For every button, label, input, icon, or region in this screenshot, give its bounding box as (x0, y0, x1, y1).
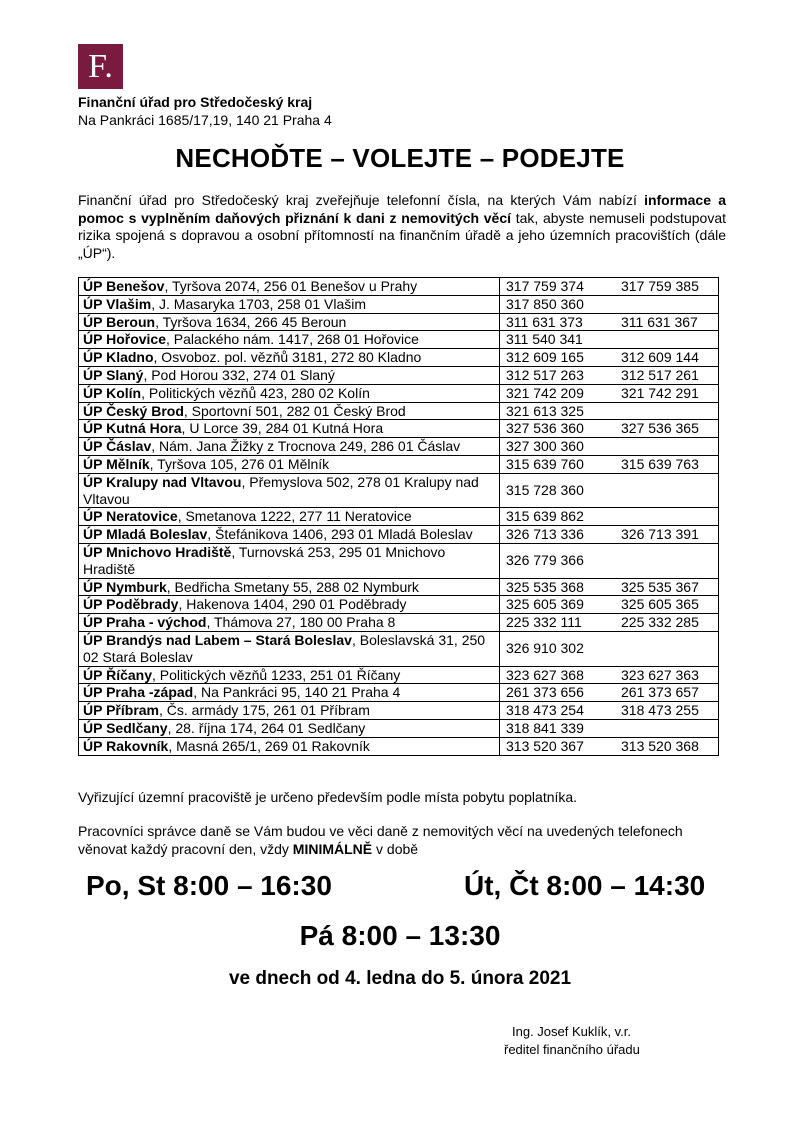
office-name-label: ÚP Kolín (83, 384, 142, 401)
office-cell (79, 438, 500, 456)
phone-2-cell: 327 536 365 (615, 420, 719, 438)
table-row (79, 578, 719, 596)
office-address-label: , Boleslavská 31, 250 02 Stará Boleslav (83, 631, 486, 665)
phone-1-cell: 261 373 656 (500, 684, 616, 702)
page-headline: NECHOĎTE – VOLEJTE – PODEJTE (175, 143, 625, 173)
phone-1-cell: 325 605 369 (500, 596, 616, 614)
period-dates: ve dnech od 4. ledna do 5. února 2021 (228, 968, 572, 989)
hours-tue-thu: Út, Čt 8:00 – 14:30 (464, 870, 706, 901)
intro-text-2: tak, abyste nemuseli podstupovat rizika spojená s dopravou a osobní přítomností na finančním úřadě a jeho územních pracovištích (dále „ÚP“). (78, 209, 726, 261)
phone-1-cell: 318 841 339 (500, 719, 616, 737)
office-cell (79, 508, 500, 526)
office-cell (79, 402, 500, 420)
office-cell (79, 719, 500, 737)
hours-note-text-1: Pracovníci správce daně se Vám budou ve věci daně z nemovitých věcí na uvedených telefonech věnovat každý pracovní den, vždy (78, 823, 683, 857)
phone-2-cell: 323 627 363 (615, 666, 719, 684)
office-address-label: , Smetanova 1222, 277 11 Neratovice (177, 508, 412, 525)
office-name-label: ÚP Čáslav (83, 438, 152, 455)
table-row (79, 349, 719, 367)
office-name-label: ÚP Vlašim (83, 295, 152, 312)
phone-2-cell: 325 605 365 (615, 596, 719, 614)
office-address-label: , Politických vězňů 1233, 251 01 Říčany (152, 666, 401, 683)
office-address-label: , Nám. Jana Žižky z Trocnova 249, 286 01 Čáslav (151, 438, 461, 455)
table-row (79, 402, 719, 420)
office-address-label: , J. Masaryka 1703, 258 01 Vlašim (151, 295, 367, 312)
logo-letter: F. (88, 47, 113, 85)
office-name-label: ÚP Brandýs nad Labem – Stará Boleslav (83, 631, 352, 648)
office-name: Finanční úřad pro Středočeský kraj (78, 94, 313, 110)
table-row (79, 508, 719, 526)
phone-2-cell (615, 719, 719, 737)
office-name-label: ÚP Praha -západ (83, 684, 194, 701)
office-cell (79, 578, 500, 596)
office-name-label: ÚP Kladno (83, 349, 154, 366)
office-cell (79, 737, 500, 755)
office-name-label: ÚP Beroun (83, 313, 156, 330)
phone-2-cell: 261 373 657 (615, 684, 719, 702)
phone-2-cell (615, 543, 719, 578)
table-row (79, 313, 719, 331)
office-address-label: , U Lorce 39, 284 01 Kutná Hora (181, 420, 384, 437)
office-name-label: ÚP Příbram (83, 702, 159, 719)
phone-1-cell: 312 517 263 (500, 366, 616, 384)
office-name-label: ÚP Mělník (83, 455, 150, 472)
hours-fri: Pá 8:00 – 13:30 (299, 920, 501, 951)
office-name-label: ÚP Mladá Boleslav (83, 526, 208, 543)
phone-1-cell: 321 742 209 (500, 384, 616, 402)
phone-1-cell: 317 850 360 (500, 295, 616, 313)
office-address-label: , Pod Horou 332, 274 01 Slaný (143, 366, 335, 383)
office-name-label: ÚP Sedlčany (83, 719, 168, 736)
phone-2-cell: 312 517 261 (615, 366, 719, 384)
phone-2-cell (615, 295, 719, 313)
phone-2-cell: 321 742 291 (615, 384, 719, 402)
phone-1-cell: 225 332 111 (500, 614, 616, 632)
office-address-label: , Politických vězňů 423, 280 02 Kolín (141, 384, 370, 401)
table-row (79, 543, 719, 578)
signer-name: Ing. Josef Kuklík, v.r. (512, 1024, 631, 1039)
phone-2-cell: 317 759 385 (615, 278, 719, 296)
phone-2-cell (615, 473, 719, 508)
table-row (79, 596, 719, 614)
phone-2-cell (615, 402, 719, 420)
phone-2-cell: 315 639 763 (615, 455, 719, 473)
table-row (79, 473, 719, 508)
office-address-label: , Masná 265/1, 269 01 Rakovník (168, 737, 370, 754)
table-row (79, 666, 719, 684)
office-name-label: ÚP Nymburk (83, 578, 167, 595)
office-cell (79, 526, 500, 544)
phone-1-cell: 325 535 368 (500, 578, 616, 596)
office-cell (79, 331, 500, 349)
phone-1-cell: 311 540 341 (500, 331, 616, 349)
office-name-label: ÚP Kralupy nad Vltavou (83, 473, 242, 490)
office-address-label: , Thámova 27, 180 00 Praha 8 (206, 614, 396, 631)
table-row (79, 438, 719, 456)
office-address-label: , Turnovská 253, 295 01 Mnichovo Hradiště (83, 543, 446, 577)
office-cell (79, 473, 500, 508)
office-cell (79, 384, 500, 402)
table-row (79, 737, 719, 755)
table-row (79, 614, 719, 632)
phone-1-cell: 327 536 360 (500, 420, 616, 438)
table-row (79, 384, 719, 402)
phone-1-cell: 326 713 336 (500, 526, 616, 544)
phone-2-cell: 325 535 367 (615, 578, 719, 596)
phone-2-cell: 313 520 368 (615, 737, 719, 755)
jurisdiction-note: Vyřizující územní pracoviště je určeno především podle místa pobytu poplatníka. (78, 789, 578, 805)
table-row (79, 278, 719, 296)
phone-2-cell (615, 631, 719, 666)
office-cell (79, 313, 500, 331)
phone-1-cell: 317 759 374 (500, 278, 616, 296)
table-row (79, 455, 719, 473)
hours-mon-wed: Po, St 8:00 – 16:30 (86, 870, 332, 901)
office-address-label: , Osvoboz. pol. vězňů 3181, 272 80 Kladno (153, 349, 422, 366)
office-name-label: ÚP Rakovník (83, 737, 169, 754)
phone-2-cell (615, 331, 719, 349)
phone-2-cell: 311 631 367 (615, 313, 719, 331)
phone-2-cell (615, 508, 719, 526)
hours-note-bold: MINIMÁLNĚ (292, 840, 373, 857)
intro-text-bold: informace a pomoc s vyplněním daňových přiznání k dani z nemovitých věcí (78, 192, 726, 226)
office-name-label: ÚP Slaný (83, 366, 144, 383)
office-address-label: , 28. října 174, 264 01 Sedlčany (167, 719, 366, 736)
table-row (79, 631, 719, 666)
phone-1-cell: 311 631 373 (500, 313, 616, 331)
office-address-label: , Bedřicha Smetany 55, 288 02 Nymburk (166, 578, 419, 595)
office-cell (79, 349, 500, 367)
office-address-label: , Tyršova 105, 276 01 Mělník (149, 455, 330, 472)
office-name-label: ÚP Český Brod (83, 402, 184, 419)
office-cell (79, 420, 500, 438)
phone-2-cell: 312 609 144 (615, 349, 719, 367)
office-address-label: , Čs. armády 175, 261 01 Příbram (159, 702, 370, 719)
office-name-label: ÚP Praha - východ (83, 614, 207, 631)
phone-2-cell (615, 438, 719, 456)
offices-table (78, 277, 719, 756)
office-cell (79, 543, 500, 578)
office-address-label: , Na Pankráci 95, 140 21 Praha 4 (193, 684, 401, 701)
table-row (79, 420, 719, 438)
table-row (79, 702, 719, 720)
phone-1-cell: 315 728 360 (500, 473, 616, 508)
office-name-label: ÚP Mnichovo Hradiště (83, 543, 232, 560)
office-address: Na Pankráci 1685/17,19, 140 21 Praha 4 (78, 112, 332, 128)
phone-1-cell: 323 627 368 (500, 666, 616, 684)
office-address-label: , Palackého nám. 1417, 268 01 Hořovice (166, 331, 419, 348)
office-name-label: ÚP Říčany (83, 666, 152, 683)
financni-urad-logo (78, 44, 123, 89)
phone-2-cell: 318 473 255 (615, 702, 719, 720)
office-name-label: ÚP Hořovice (83, 331, 166, 348)
office-cell (79, 295, 500, 313)
office-address-label: , Sportovní 501, 282 01 Český Brod (183, 402, 406, 419)
office-name-label: ÚP Benešov (83, 278, 165, 294)
office-cell (79, 631, 500, 666)
phone-1-cell: 315 639 862 (500, 508, 616, 526)
office-cell (79, 278, 500, 296)
hours-note-text-2: v době (372, 840, 419, 857)
office-name-label: ÚP Kutná Hora (83, 420, 182, 437)
intro-text-1: Finanční úřad pro Středočeský kraj zveřejňuje telefonní čísla, na kterých Vám nabízí (78, 192, 645, 208)
office-cell (79, 702, 500, 720)
phone-1-cell: 326 779 366 (500, 543, 616, 578)
phone-2-cell: 326 713 391 (615, 526, 719, 544)
office-address-label: , Tyršova 1634, 266 45 Beroun (155, 313, 347, 330)
table-row (79, 684, 719, 702)
office-address-label: , Přemyslova 502, 278 01 Kralupy nad Vltavou (83, 473, 479, 507)
office-address-label: , Tyršova 2074, 256 01 Benešov u Prahy (164, 278, 418, 294)
office-name-label: ÚP Poděbrady (83, 596, 179, 613)
phone-1-cell: 321 613 325 (500, 402, 616, 420)
office-cell (79, 455, 500, 473)
office-cell (79, 614, 500, 632)
office-cell (79, 666, 500, 684)
office-address-label: , Štefánikova 1406, 293 01 Mladá Boleslav (207, 526, 473, 543)
signer-role: ředitel finančního úřadu (504, 1042, 640, 1057)
office-cell (79, 366, 500, 384)
office-name-label: ÚP Neratovice (83, 508, 178, 525)
phone-1-cell: 313 520 367 (500, 737, 616, 755)
phone-1-cell: 327 300 360 (500, 438, 616, 456)
table-row (79, 331, 719, 349)
table-row (79, 719, 719, 737)
phone-1-cell: 326 910 302 (500, 631, 616, 666)
hours-note (78, 823, 728, 858)
intro-paragraph (78, 192, 726, 262)
office-address-label: , Hakenova 1404, 290 01 Poděbrady (178, 596, 407, 613)
office-cell (79, 596, 500, 614)
office-cell (79, 684, 500, 702)
phone-1-cell: 318 473 254 (500, 702, 616, 720)
table-row (79, 295, 719, 313)
phone-1-cell: 312 609 165 (500, 349, 616, 367)
phone-1-cell: 315 639 760 (500, 455, 616, 473)
table-row (79, 366, 719, 384)
phone-2-cell: 225 332 285 (615, 614, 719, 632)
table-row (79, 526, 719, 544)
